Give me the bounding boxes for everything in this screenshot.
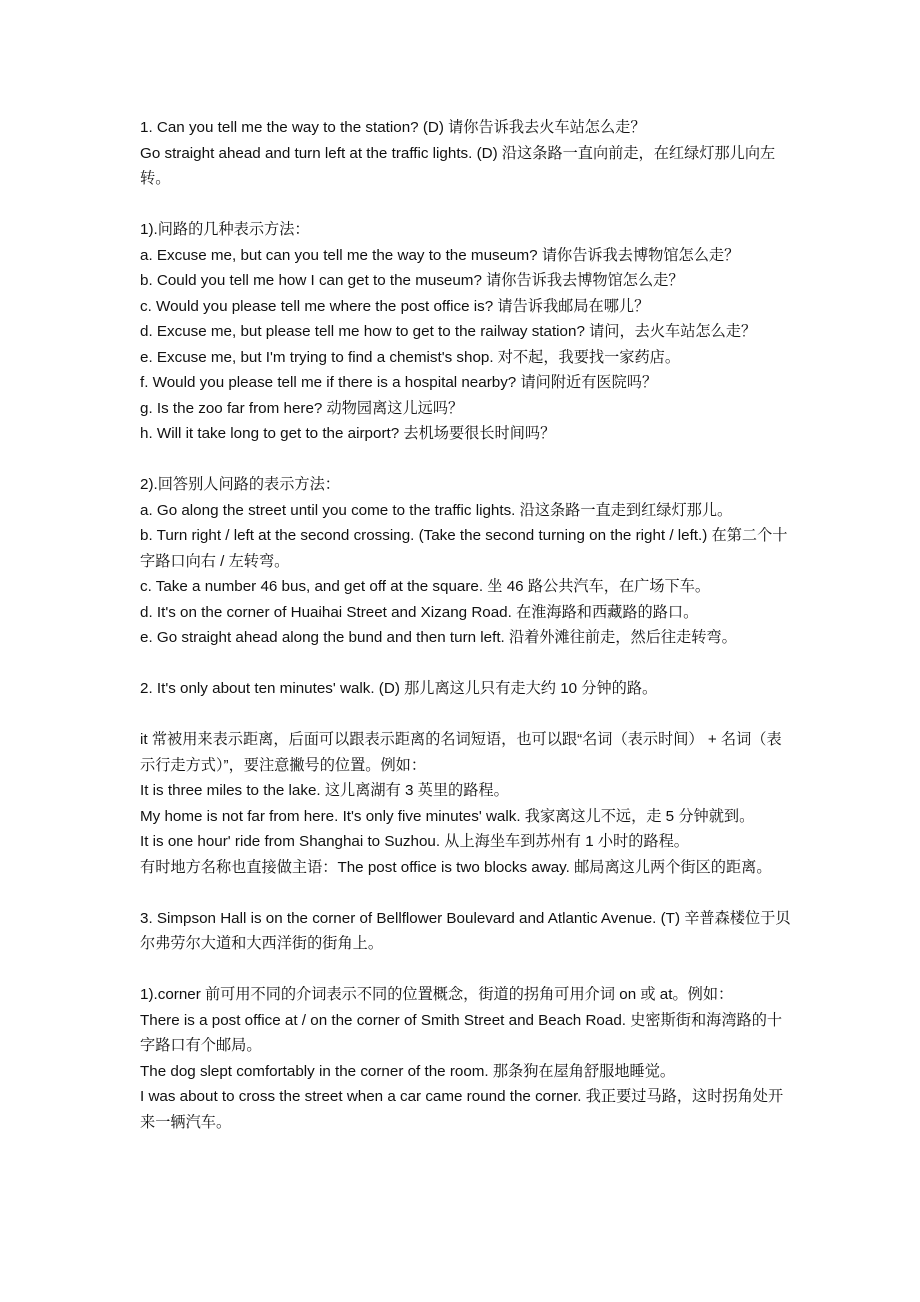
spacer	[140, 957, 792, 983]
question-3: 3. Simpson Hall is on the corner of Bellflower Boulevard and Atlantic Avenue. (T) 辛普森楼位于贝尔弗劳尔大道和大西洋街的街角上。	[140, 909, 791, 952]
example-sentence: 有时地方名称也直接做主语：The post office is two blocks away. 邮局离这儿两个街区的距离。	[140, 858, 772, 876]
example-sentence: The dog slept comfortably in the corner of the room. 那条狗在屋角舒服地睡觉。	[140, 1062, 676, 1080]
list-item: d. It's on the corner of Huaihai Street and Xizang Road. 在淮海路和西藏路的路口。	[140, 603, 699, 621]
list-item: a. Excuse me, but can you tell me the way to the museum? 请你告诉我去博物馆怎么走？	[140, 246, 740, 264]
list-item: d. Excuse me, but please tell me how to get to the railway station? 请问，去火车站怎么走？	[140, 323, 757, 340]
question-1: 1. Can you tell me the way to the station? (D) 请你告诉我去火车站怎么走？	[140, 119, 646, 136]
subsection-title: 2).回答别人问路的表示方法：	[140, 476, 340, 493]
document-page	[140, 115, 792, 1135]
subsection-title: 1).corner 前可用不同的介词表示不同的位置概念，街道的拐角可用介词 on 或 at。例如：	[140, 986, 734, 1003]
example-sentence: It is one hour' ride from Shanghai to Suzhou. 从上海坐车到苏州有 1 小时的路程。	[140, 833, 689, 850]
list-item: h. Will it take long to get to the airport? 去机场要很长时间吗？	[140, 425, 556, 442]
example-sentence: There is a post office at / on the corner of Smith Street and Beach Road. 史密斯街和海湾路的十字路口有个邮局。	[140, 1011, 783, 1054]
list-item: f. Would you please tell me if there is a hospital nearby? 请问附近有医院吗？	[140, 374, 658, 391]
example-sentence: It is three miles to the lake. 这儿离湖有 3 英里的路程。	[140, 782, 509, 799]
example-sentence: My home is not far from here. It's only five minutes' walk. 我家离这儿不远，走 5 分钟就到。	[140, 807, 755, 825]
spacer	[140, 651, 792, 677]
answer-1: Go straight ahead and turn left at the traffic lights. (D) 沿这条路一直向前走，在红绿灯那儿向左转。	[140, 144, 776, 187]
spacer	[140, 702, 792, 728]
question-2: 2. It's only about ten minutes' walk. (D) 那儿离这儿只有走大约 10 分钟的路。	[140, 680, 658, 697]
list-item: c. Take a number 46 bus, and get off at the square. 坐 46 路公共汽车，在广场下车。	[140, 578, 711, 595]
spacer	[140, 447, 792, 473]
note-paragraph: it 常被用来表示距离，后面可以跟表示距离的名词短语，也可以跟“名词（表示时间） + 名词（表示行走方式）”，要注意撇号的位置。例如：	[140, 731, 782, 774]
list-item: e. Excuse me, but I'm trying to find a chemist's shop. 对不起，我要找一家药店。	[140, 348, 681, 366]
list-item: a. Go along the street until you come to the traffic lights. 沿这条路一直走到红绿灯那儿。	[140, 501, 733, 519]
list-item: g. Is the zoo far from here? 动物园离这儿远吗？	[140, 399, 464, 417]
list-item: c. Would you please tell me where the post office is? 请告诉我邮局在哪儿？	[140, 297, 650, 315]
spacer	[140, 880, 792, 906]
example-sentence: I was about to cross the street when a car came round the corner. 我正要过马路，这时拐角处开来一辆汽车。	[140, 1088, 784, 1131]
list-item: b. Could you tell me how I can get to the museum? 请你告诉我去博物馆怎么走？	[140, 272, 684, 289]
list-item: b. Turn right / left at the second crossing. (Take the second turning on the right / left.) 在第二个十字路口向右 / 左转弯。	[140, 527, 788, 570]
subsection-title: 1).问路的几种表示方法：	[140, 221, 310, 238]
list-item: e. Go straight ahead along the bund and then turn left. 沿着外滩往前走，然后往走转弯。	[140, 629, 737, 646]
spacer	[140, 192, 792, 218]
